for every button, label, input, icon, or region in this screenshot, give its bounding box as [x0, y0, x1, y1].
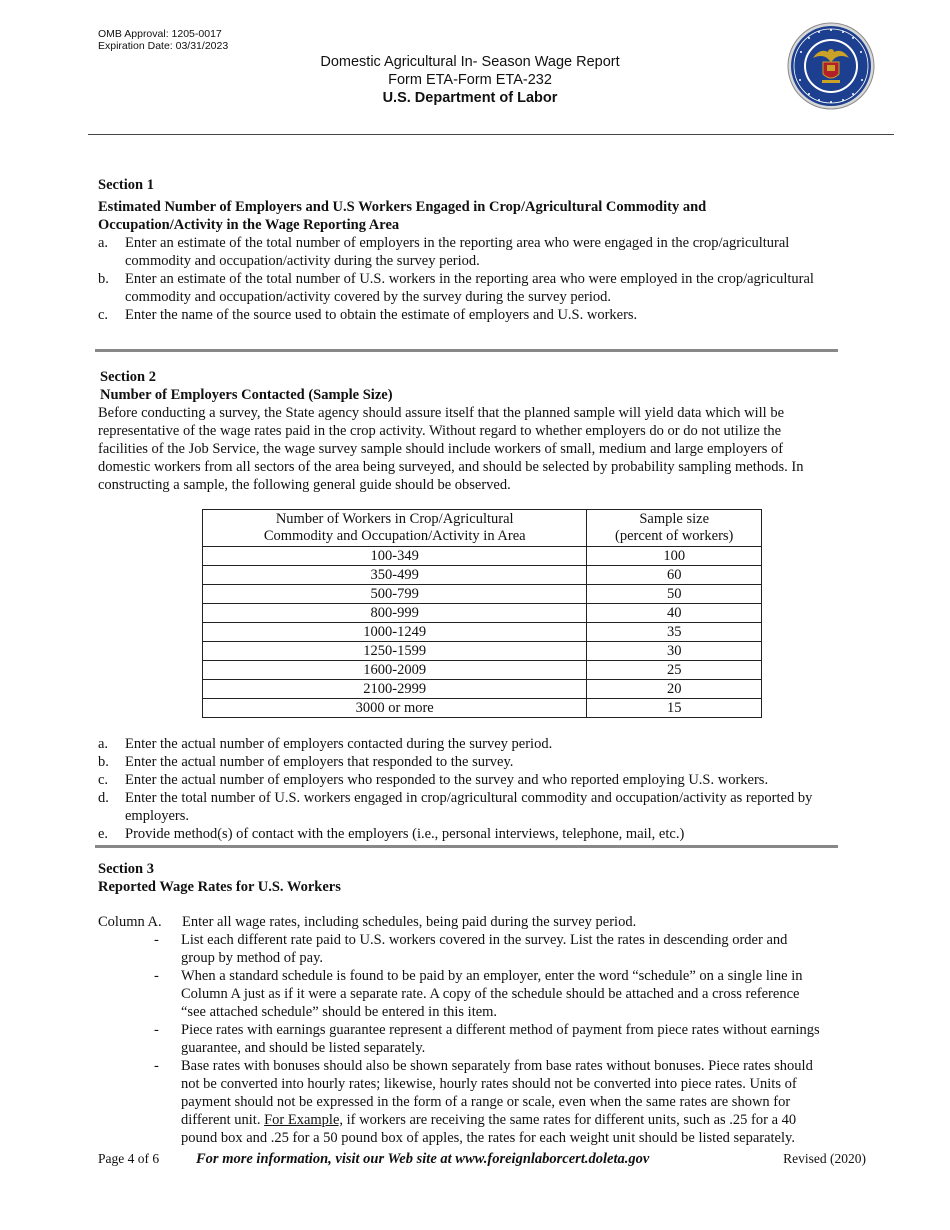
list-item-text: Enter an estimate of the total number of employers in the reporting area who were engaged in the crop/agricultural [125, 235, 790, 251]
list-item-text: Enter the name of the source used to obtain the estimate of employers and U.S. workers. [125, 307, 638, 323]
table-cell: 2100-2999 [203, 680, 587, 699]
section-3-label: Section 3 [98, 861, 154, 877]
list-item-label: d. [98, 790, 109, 806]
department-of-labor-seal-icon [787, 22, 875, 110]
list-item [154, 931, 873, 967]
section-2-header [100, 368, 875, 404]
bullet-line: pound box and .25 for a 50 pound box of apples, the rates for each weight unit should be listed separately. [181, 1130, 795, 1146]
list-item-label: b. [98, 271, 109, 287]
omb-approval-number: OMB Approval: 1205-0017 [98, 28, 222, 40]
list-item-label: a. [98, 235, 109, 251]
table-cell: 15 [587, 699, 762, 718]
paragraph-line: facilities of the Job Service, the wage survey sample should include workers of small, medium and large employers of [98, 441, 784, 457]
list-item [98, 306, 873, 324]
table-cell: 25 [587, 661, 762, 680]
header-divider [88, 134, 894, 135]
table-cell: 800-999 [203, 604, 587, 623]
section-divider [95, 845, 838, 848]
table-row [203, 566, 762, 585]
list-item [98, 270, 873, 306]
bullet-line: Base rates with bonuses should also be shown separately from base rates without bonuses. Piece rates should [181, 1058, 813, 1074]
section-1 [98, 176, 873, 324]
table-header-sample-size: Sample size (percent of workers) [587, 510, 762, 547]
table-cell: 60 [587, 566, 762, 585]
section-2-paragraph [98, 404, 873, 494]
list-item-text: Enter the actual number of employers contacted during the survey period. [125, 736, 553, 752]
list-item-label: c. [98, 307, 109, 323]
paragraph-line: domestic workers from all sectors of the area being surveyed, and should be selected by probability sampling methods. In [98, 459, 804, 475]
table-cell: 50 [587, 585, 762, 604]
list-item-text: Provide method(s) of contact with the employers (i.e., personal interviews, telephone, mail, etc.) [125, 826, 685, 842]
list-item-text-cont: commodity and occupation/activity covered by the survey during the survey period. [125, 289, 612, 305]
form-title [270, 53, 670, 107]
table-cell: 1000-1249 [203, 623, 587, 642]
section-2-list [98, 735, 873, 843]
list-item [98, 234, 873, 270]
column-a-text: Enter all wage rates, including schedules, being paid during the survey period. [182, 914, 637, 930]
omb-approval [98, 28, 228, 52]
section-2-instructions [98, 735, 873, 843]
table-cell: 100-349 [203, 547, 587, 566]
website-info: For more information, visit our Web site at www.foreignlaborcert.doleta.gov [196, 1151, 650, 1167]
bullet-line: List each different rate paid to U.S. workers covered in the survey. List the rates in descending order and [181, 932, 788, 948]
table-cell: 40 [587, 604, 762, 623]
section-2-label: Section 2 [100, 369, 156, 385]
bullet-line: “see attached schedule” should be entered in this item. [181, 1004, 498, 1020]
table-cell: 3000 or more [203, 699, 587, 718]
table-cell: 350-499 [203, 566, 587, 585]
bullet-line: Piece rates with earnings guarantee represent a different method of payment from piece rates without earnings [181, 1022, 820, 1038]
list-item-text: Enter the total number of U.S. workers engaged in crop/agricultural commodity and occupation/activity as reported by [125, 790, 813, 806]
bullet-line: group by method of pay. [181, 950, 324, 966]
column-a-instructions [98, 913, 873, 1147]
revision-date: Revised (2020) [783, 1151, 866, 1166]
sample-size-table [202, 509, 762, 718]
department-name: U.S. Department of Labor [382, 90, 558, 106]
section-divider [95, 349, 838, 352]
table-header-row [203, 510, 762, 547]
section-1-label: Section 1 [98, 177, 154, 193]
bullet-line: payment should not be expressed in the form of a range or scale, even when the same rates are shown for [181, 1094, 791, 1110]
list-item-label: a. [98, 736, 109, 752]
section-1-heading-line2: Occupation/Activity in the Wage Reporting Area [98, 217, 400, 233]
dash-marker: - [154, 1022, 159, 1038]
list-item-label: e. [98, 826, 109, 842]
table-cell: 1250-1599 [203, 642, 587, 661]
list-item [98, 753, 873, 771]
bullet-line: Column A just as if it were a separate rate. A copy of the schedule should be attached and a cross reference [181, 986, 800, 1002]
bullet-line: When a standard schedule is found to be paid by an employer, enter the word “schedule” on a single line in [181, 968, 803, 984]
expiration-date: Expiration Date: 03/31/2023 [98, 40, 229, 52]
list-item [98, 771, 873, 789]
bullet-line: different unit. For Example, if workers are receiving the same rates for different units, such as .25 for a 40 [181, 1112, 797, 1128]
section-1-instructions [98, 234, 873, 324]
list-item [154, 1057, 873, 1147]
table-cell: 100 [587, 547, 762, 566]
page-number: Page 4 of 6 [98, 1151, 160, 1166]
table-cell: 30 [587, 642, 762, 661]
table-cell: 500-799 [203, 585, 587, 604]
list-item [98, 825, 873, 843]
table-cell: 20 [587, 680, 762, 699]
column-a-label: Column A. [98, 914, 162, 930]
list-item-label: b. [98, 754, 109, 770]
list-item-text: Enter the actual number of employers that responded to the survey. [125, 754, 514, 770]
list-item-text: Enter an estimate of the total number of U.S. workers in the reporting area who were employed in the crop/agricultural [125, 271, 814, 287]
dash-marker: - [154, 932, 159, 948]
table-row [203, 585, 762, 604]
table-cell: 1600-2009 [203, 661, 587, 680]
section-2-heading: Number of Employers Contacted (Sample Size) [100, 387, 393, 403]
paragraph-line: constructing a sample, the following general guide should be observed. [98, 477, 511, 493]
bullet-line: guarantee, and should be listed separately. [181, 1040, 426, 1056]
list-item-text-cont: commodity and occupation/activity during the survey period. [125, 253, 480, 269]
list-item-text: Enter the actual number of employers who responded to the survey and who reported employing U.S. workers. [125, 772, 769, 788]
form-title-line2: Form ETA-Form ETA-232 [388, 72, 552, 88]
list-item [154, 967, 873, 1021]
table-row [203, 547, 762, 566]
column-a-row [98, 913, 873, 931]
for-example-underlined: For Example, [264, 1112, 344, 1128]
paragraph-line: Before conducting a survey, the State agency should assure itself that the planned sample will yield data which will be [98, 405, 785, 421]
table-row [203, 661, 762, 680]
dash-marker: - [154, 1058, 159, 1074]
paragraph-line: representative of the wage rates paid in the crop activity. Without regard to whether employers do or do not utilize the [98, 423, 782, 439]
table-row [203, 623, 762, 642]
table-header-workers: Number of Workers in Crop/Agricultural Commodity and Occupation/Activity in Area [203, 510, 587, 547]
list-item-label: c. [98, 772, 109, 788]
list-item [98, 735, 873, 753]
section-1-heading-line1: Estimated Number of Employers and U.S Workers Engaged in Crop/Agricultural Commodity and [98, 199, 707, 215]
section-3-header [98, 860, 873, 896]
table-row [203, 680, 762, 699]
list-item [98, 789, 873, 825]
table-row [203, 699, 762, 718]
dash-marker: - [154, 968, 159, 984]
table-row [203, 604, 762, 623]
list-item [154, 1021, 873, 1057]
table-cell: 35 [587, 623, 762, 642]
table-row [203, 642, 762, 661]
list-item-text-cont: employers. [125, 808, 190, 824]
bullet-line: not be converted into hourly rates; likewise, hourly rates should not be converted into piece rates. Units of [181, 1076, 797, 1092]
form-title-line1: Domestic Agricultural In- Season Wage Report [320, 54, 620, 70]
section-3-heading: Reported Wage Rates for U.S. Workers [98, 879, 341, 895]
